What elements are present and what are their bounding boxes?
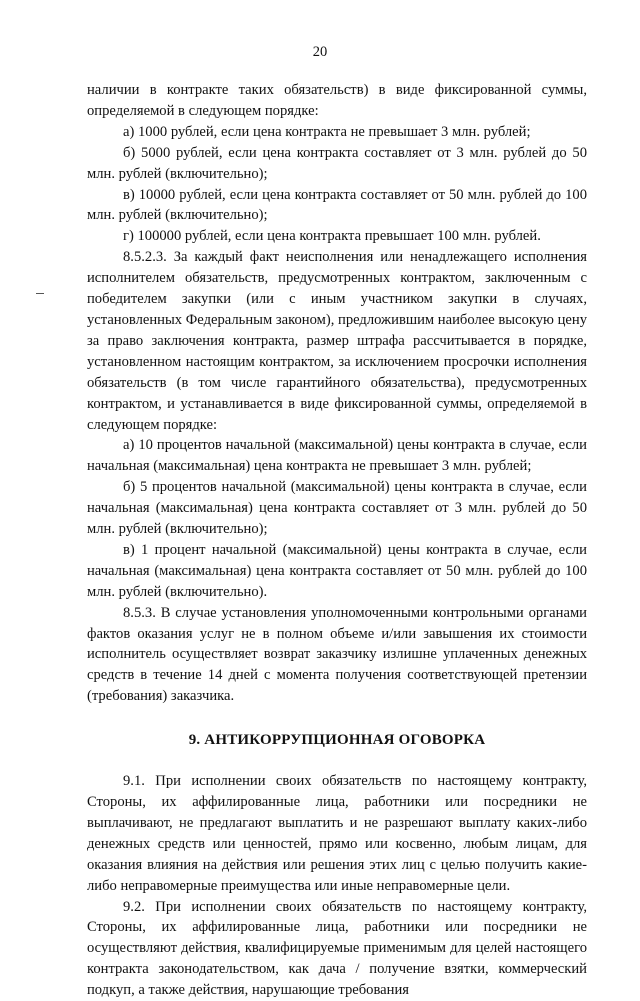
- page-number: 20: [312, 44, 328, 60]
- paragraph: 8.5.3. В случае установления уполномоченными контрольными органами фактов оказания услуг не в полном объеме и/или завышения их стоимости исполнитель осуществляет возврат заказчику излишне уплаченных денежных средств в течение 14 дней с момента получения соответствующей претензии (требования) заказчика.: [87, 604, 587, 705]
- paragraph: б) 5 процентов начальной (максимальной) цены контракта в случае, если начальная (максимальная) цена контракта составляет от 3 млн. рублей до 50 млн. рублей (включительно);: [87, 479, 587, 538]
- paragraph: б) 5000 рублей, если цена контракта составляет от 3 млн. рублей до 50 млн. рублей (включительно);: [87, 144, 587, 182]
- paragraph: в) 1 процент начальной (максимальной) цены контракта в случае, если начальная (максимальная) цена контракта составляет от 50 млн. рублей до 100 млн. рублей (включительно).: [87, 541, 587, 600]
- paragraph: 8.5.2.3. За каждый факт неисполнения или ненадлежащего исполнения исполнителем обязательств, предусмотренных контрактом, заключенным с победителем закупки (или с иным участником закупки в случаях, установленных Федеральным законом), предложившим наиболее высокую цену за право заключения контракта, размер штрафа рассчитывается в порядке, установленном настоящим контрактом, за исключением просрочки исполнения обязательств (в том числе гарантийного обязательства), предусмотренных контрактом, и устанавливается в виде фиксированной суммы, определяемой в следующем порядке:: [87, 249, 587, 433]
- paragraph: в) 10000 рублей, если цена контракта составляет от 50 млн. рублей до 100 млн. рублей (включительно);: [87, 186, 587, 224]
- paragraph: 9.1. При исполнении своих обязательств по настоящему контракту, Стороны, их аффилированные лица, работники или посредники не выплачивают, не предлагают выплатить и не разрешают выплату каких-либо денежных средств или ценностей, прямо или косвенно, любым лицам, для оказания влияния на действия или решения этих лиц с целью получить какие-либо неправомерные преимущества или иные неправомерные цели.: [87, 773, 587, 894]
- section-9-text: [87, 771, 587, 1001]
- paragraph: а) 1000 рублей, если цена контракта не превышает 3 млн. рублей;: [123, 123, 531, 140]
- paragraph: а) 10 процентов начальной (максимальной) цены контракта в случае, если начальная (максимальная) цена контракта не превышает 3 млн. рублей;: [87, 437, 587, 475]
- section-8-text: [87, 80, 587, 707]
- paragraph: 9.2. При исполнении своих обязательств по настоящему контракту, Стороны, их аффилированные лица, работники или посредники не осуществляют действия, квалифицируемые применимым для целей настоящего контракта законодательством, как дача / получение взятки, коммерческий подкуп, а также действия, нарушающие требования: [87, 898, 587, 999]
- margin-mark: [36, 293, 44, 294]
- page-body: [87, 80, 587, 1001]
- section-heading: 9. АНТИКОРРУПЦИОННАЯ ОГОВОРКА: [188, 732, 486, 749]
- paragraph: наличии в контракте таких обязательств) в виде фиксированной суммы, определяемой в следующем порядке:: [87, 82, 587, 119]
- paragraph: г) 100000 рублей, если цена контракта превышает 100 млн. рублей.: [123, 228, 541, 245]
